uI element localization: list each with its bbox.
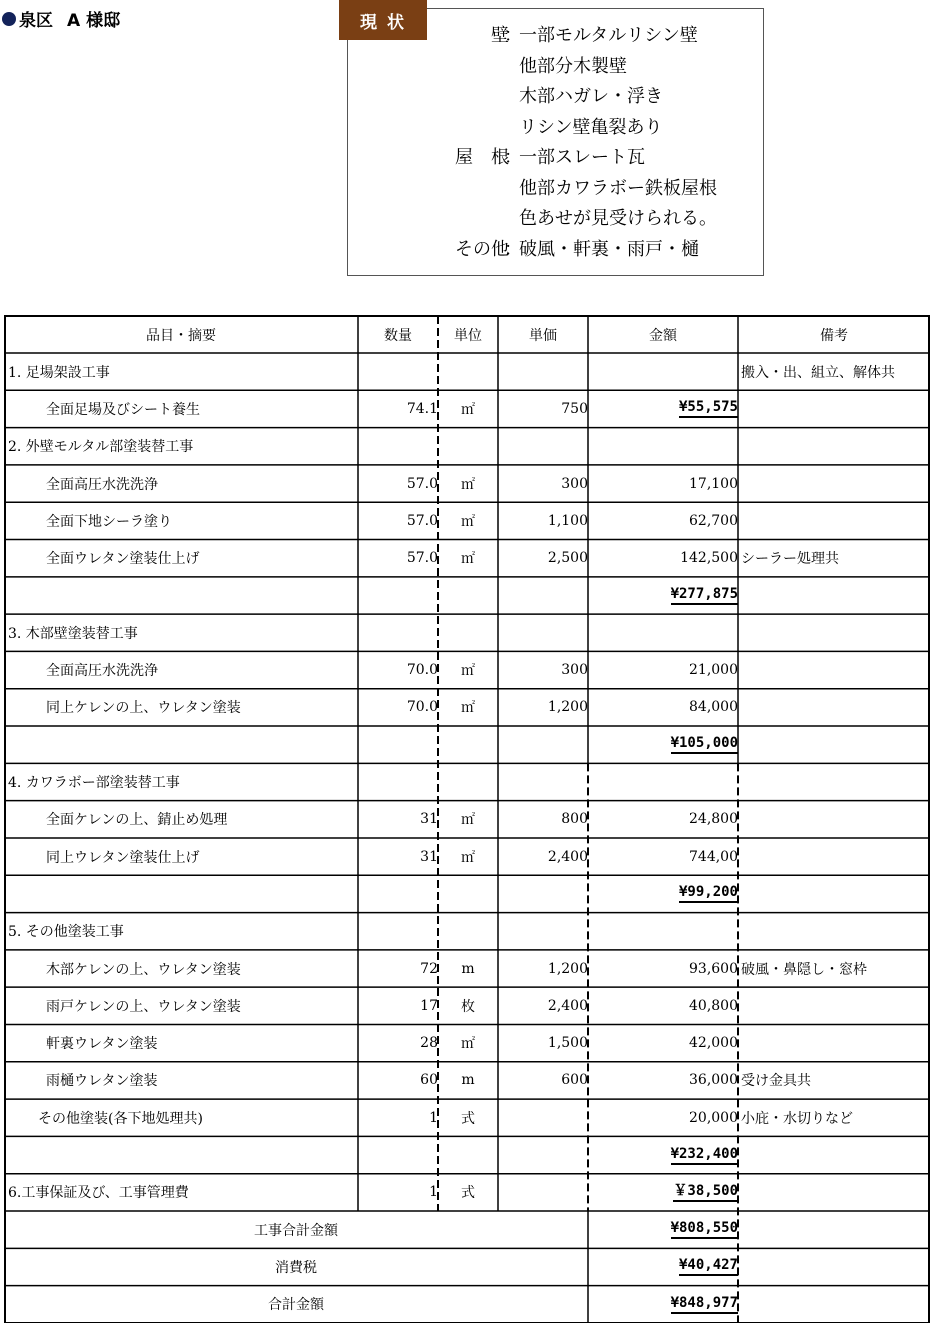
item-amount — [588, 987, 738, 1024]
table-row — [4, 465, 930, 502]
status-colon: ： — [504, 147, 522, 168]
item-note: 破風・鼻隠し・窓枠 — [741, 961, 867, 978]
item-qty: 1 — [429, 1184, 438, 1201]
item-unit: ㎡ — [461, 812, 475, 829]
header-qty: 数量 — [384, 327, 412, 344]
item-qty: 60 — [420, 1072, 438, 1089]
item-qty: 70.0 — [406, 699, 438, 716]
item-qty: 28 — [420, 1035, 438, 1052]
summary-amount — [588, 1286, 738, 1323]
header-price: 単価 — [529, 327, 557, 344]
item-name: 木部ケレンの上、ウレタン塗装 — [46, 961, 241, 978]
status-label: 屋 根 — [455, 147, 509, 168]
item-unit: m — [461, 960, 475, 977]
item-amount — [588, 801, 738, 838]
item-name: 軒裏ウレタン塗装 — [46, 1036, 158, 1053]
item-amount — [588, 1136, 738, 1173]
amount-value: 142,500 — [680, 550, 738, 567]
status-text: 他部カワラボー鉄板屋根 — [519, 178, 717, 199]
item-name: 4. カワラボー部塗装替工事 — [8, 774, 180, 791]
bullet-dot-icon — [2, 12, 16, 26]
table-row — [4, 726, 930, 763]
item-amount — [588, 838, 738, 875]
item-amount — [588, 390, 738, 427]
table-row — [4, 689, 930, 726]
status-text: 一部モルタルリシン壁 — [519, 25, 698, 46]
item-amount — [588, 465, 738, 502]
item-note: 小庇・水切りなど — [741, 1110, 853, 1127]
status-colon: ： — [504, 239, 522, 260]
item-price: 1,100 — [547, 512, 588, 529]
item-amount — [588, 1174, 738, 1211]
item-unit: m — [461, 1072, 475, 1089]
item-price: 800 — [561, 811, 588, 828]
subtotal-amount: ¥105,000 — [671, 735, 738, 754]
header-unit: 単位 — [454, 327, 482, 344]
item-unit: ㎡ — [461, 849, 475, 866]
table-row — [4, 913, 930, 950]
amount-value: 93,600 — [689, 960, 738, 977]
item-price: 2,400 — [547, 848, 588, 865]
table-row — [4, 502, 930, 539]
item-price: 1,500 — [547, 1035, 588, 1052]
amount-value: 36,000 — [689, 1072, 738, 1089]
status-label: その他 — [455, 239, 509, 260]
item-amount — [588, 689, 738, 726]
summary-row — [4, 1286, 930, 1323]
summary-label: 消費税 — [275, 1259, 317, 1276]
amount-value: 24,800 — [689, 811, 738, 828]
item-name: 5. その他塗装工事 — [8, 924, 124, 941]
item-name: 6.工事保証及び、工事管理費 — [8, 1185, 189, 1202]
table-row — [4, 1024, 930, 1061]
item-qty: 57.0 — [406, 550, 438, 567]
item-price: 750 — [561, 400, 588, 417]
summary-amount-value: ¥808,550 — [671, 1220, 738, 1239]
subtotal-amount: ￥38,500 — [673, 1183, 738, 1202]
item-qty: 72 — [420, 960, 438, 977]
item-unit: ㎡ — [461, 401, 475, 418]
item-qty: 57.0 — [406, 475, 438, 492]
item-name: 雨樋ウレタン塗装 — [46, 1073, 158, 1090]
subtotal-amount: ¥55,575 — [679, 399, 738, 418]
item-name: 2. 外壁モルタル部塗装替工事 — [8, 439, 194, 456]
amount-value: 21,000 — [689, 662, 738, 679]
item-note: シーラー処理共 — [741, 551, 839, 568]
amount-value: 62,700 — [689, 512, 738, 529]
header-name: 品目・摘要 — [146, 327, 216, 344]
item-amount — [588, 875, 738, 912]
item-note: 搬入・出、組立、解体共 — [741, 364, 895, 381]
item-price: 2,400 — [547, 997, 588, 1014]
table-row — [4, 390, 930, 427]
status-text: 一部スレート瓦 — [519, 147, 645, 168]
item-qty: 17 — [420, 997, 438, 1014]
table-header-row — [4, 316, 930, 353]
item-unit: ㎡ — [461, 476, 475, 493]
table-row — [4, 950, 930, 987]
table-row — [4, 614, 930, 651]
item-qty: 1 — [429, 1109, 438, 1126]
item-name: 全面足場及びシート養生 — [46, 401, 200, 418]
status-colon: ： — [504, 25, 522, 46]
area-name: 泉区 — [19, 11, 53, 31]
item-unit: 枚 — [461, 998, 475, 1015]
item-unit: ㎡ — [461, 513, 475, 530]
table-row — [4, 763, 930, 800]
summary-amount — [588, 1248, 738, 1285]
item-amount — [588, 540, 738, 577]
table-row — [4, 875, 930, 912]
header-note: 備考 — [820, 327, 848, 344]
table-row — [4, 428, 930, 465]
item-price: 300 — [561, 662, 588, 679]
table-row — [4, 987, 930, 1024]
item-qty: 31 — [420, 848, 438, 865]
item-name: 全面高圧水洗洗浄 — [46, 476, 158, 493]
item-amount — [588, 651, 738, 688]
item-price: 300 — [561, 475, 588, 492]
amount-value: 42,000 — [689, 1035, 738, 1052]
item-price: 600 — [561, 1072, 588, 1089]
item-amount — [588, 1062, 738, 1099]
status-label: 壁 — [491, 25, 509, 46]
item-qty: 70.0 — [406, 662, 438, 679]
item-name: その他塗装(各下地処理共) — [38, 1110, 203, 1127]
amount-value: 40,800 — [689, 997, 738, 1014]
table-row — [4, 1174, 930, 1211]
status-text: リシン壁亀裂あり — [519, 117, 663, 138]
table-row — [4, 801, 930, 838]
estimate-table — [4, 315, 930, 1323]
item-price: 1,200 — [547, 960, 588, 977]
summary-amount-value: ¥848,977 — [671, 1295, 738, 1314]
item-name: 全面下地シーラ塗り — [46, 513, 172, 530]
summary-label: 合計金額 — [268, 1297, 324, 1314]
summary-row — [4, 1211, 930, 1248]
table-row — [4, 1136, 930, 1173]
amount-value: 17,100 — [689, 475, 738, 492]
amount-value: 84,000 — [689, 699, 738, 716]
item-name: 全面ケレンの上、錆止め処理 — [46, 812, 228, 829]
item-note: 受け金具共 — [741, 1073, 811, 1090]
item-amount — [588, 726, 738, 763]
item-name: 3. 木部壁塗装替工事 — [8, 625, 138, 642]
item-amount — [588, 577, 738, 614]
subtotal-amount: ¥277,875 — [671, 586, 738, 605]
subtotal-amount: ¥232,400 — [671, 1146, 738, 1165]
item-unit: ㎡ — [461, 551, 475, 568]
status-text: 色あせが見受けられる。 — [519, 208, 717, 229]
table-row — [4, 1062, 930, 1099]
item-amount — [588, 950, 738, 987]
client-name: A 様邸 — [67, 11, 121, 31]
item-name: 1. 足場架設工事 — [8, 364, 110, 381]
table-row — [4, 353, 930, 390]
item-amount — [588, 1099, 738, 1136]
item-unit: ㎡ — [461, 663, 475, 680]
table-row — [4, 651, 930, 688]
summary-amount-value: ¥40,427 — [679, 1257, 738, 1276]
item-price: 2,500 — [547, 550, 588, 567]
table-row — [4, 577, 930, 614]
item-name: 雨戸ケレンの上、ウレタン塗装 — [46, 998, 241, 1015]
header-amount: 金額 — [649, 327, 677, 344]
item-qty: 31 — [420, 811, 438, 828]
status-text: 木部ハガレ・浮き — [519, 86, 663, 107]
item-amount — [588, 1024, 738, 1061]
table-row — [4, 540, 930, 577]
item-unit: ㎡ — [461, 700, 475, 717]
item-name: 全面ウレタン塗装仕上げ — [46, 551, 200, 568]
summary-amount — [588, 1211, 738, 1248]
item-unit: 式 — [461, 1110, 475, 1127]
status-text: 他部分木製壁 — [519, 56, 627, 77]
subtotal-amount: ¥99,200 — [679, 884, 738, 903]
amount-value: 20,000 — [689, 1109, 738, 1126]
item-unit: 式 — [461, 1185, 475, 1202]
status-text: 破風・軒裏・雨戸・樋 — [519, 239, 699, 260]
item-unit: ㎡ — [461, 1036, 475, 1053]
item-name: 全面高圧水洗洗浄 — [46, 663, 158, 680]
item-name: 同上ケレンの上、ウレタン塗装 — [46, 700, 241, 717]
item-name: 同上ウレタン塗装仕上げ — [46, 849, 200, 866]
table-row — [4, 1099, 930, 1136]
summary-label: 工事合計金額 — [254, 1222, 338, 1239]
table-row — [4, 838, 930, 875]
item-price: 1,200 — [547, 699, 588, 716]
summary-row — [4, 1248, 930, 1285]
amount-value: 744,00 — [689, 848, 738, 865]
item-qty: 74.1 — [406, 400, 438, 417]
status-tag: 現 状 — [339, 0, 427, 40]
item-amount — [588, 502, 738, 539]
document-title — [2, 6, 120, 31]
item-qty: 57.0 — [406, 512, 438, 529]
